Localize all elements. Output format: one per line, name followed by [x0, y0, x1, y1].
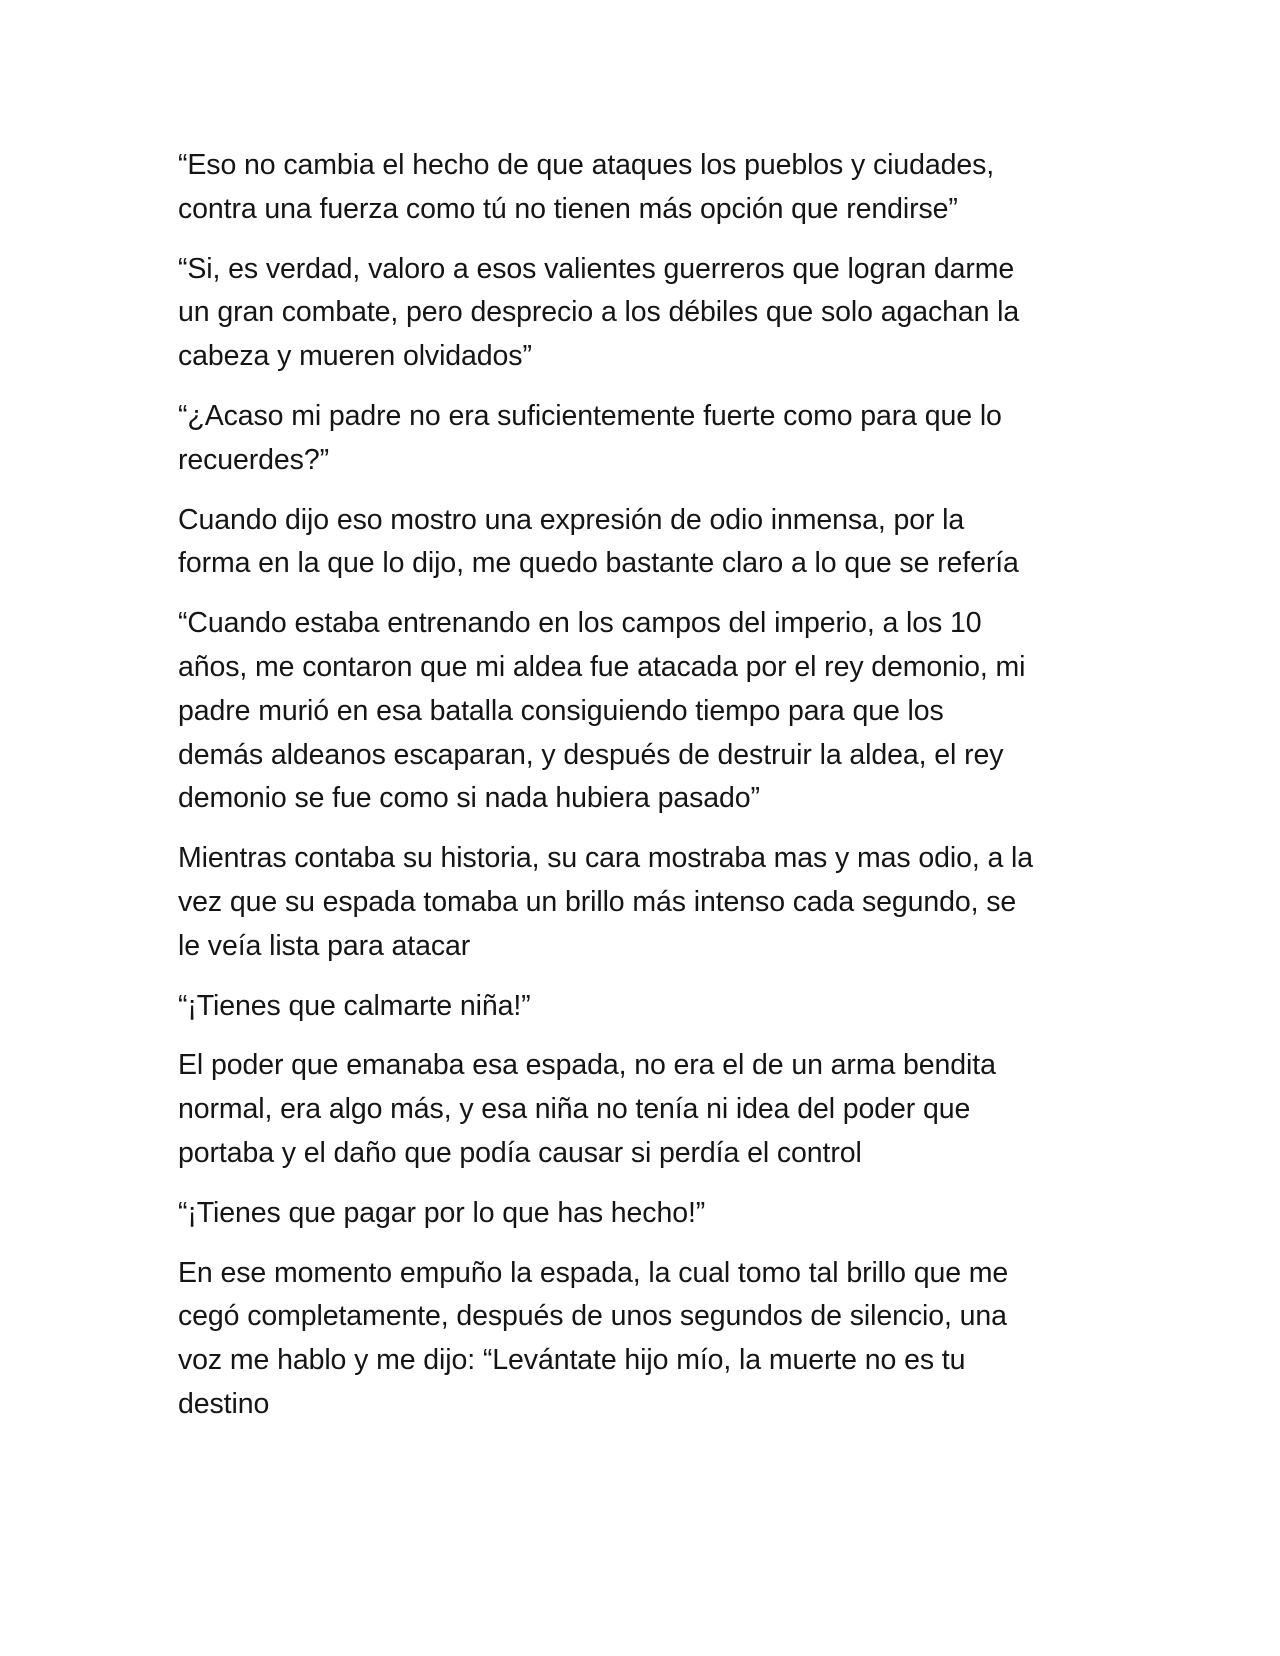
text-line: “¡Tienes que pagar por lo que has hecho!”	[178, 1196, 706, 1229]
text-line: un gran combate, pero desprecio a los débiles que solo agachan la	[178, 296, 1020, 329]
text-line: “Eso no cambia el hecho de que ataques los pueblos y ciudades,	[178, 149, 995, 181]
text-line: “Si, es verdad, valoro a esos valientes guerreros que logran darme	[178, 252, 1015, 285]
paragraph	[178, 1252, 1118, 1427]
text-line: normal, era algo más, y esa niña no tenía ni idea del poder que	[178, 1093, 971, 1126]
paragraph	[178, 248, 1118, 379]
text-line: En ese momento empuño la espada, la cual tomo tal brillo que me	[178, 1256, 1009, 1289]
text-line: Cuando dijo eso mostro una expresión de odio inmensa, por la	[178, 503, 965, 536]
text-line: destino	[178, 1387, 270, 1420]
text-line: demás aldeanos escaparan, y después de destruir la aldea, el rey	[178, 738, 1004, 771]
text-line: padre murió en esa batalla consiguiendo tiempo para que los	[178, 694, 944, 727]
paragraph	[178, 1044, 1118, 1175]
document-body	[178, 144, 1118, 1443]
text-line: demonio se fue como si nada hubiera pasado”	[178, 782, 760, 815]
text-line: cabeza y mueren olvidados”	[178, 340, 532, 373]
text-line: forma en la que lo dijo, me quedo bastante claro a lo que se refería	[178, 547, 1019, 580]
text-line: años, me contaron que mi aldea fue atacada por el rey demonio, mi	[178, 650, 1026, 683]
text-line: El poder que emanaba esa espada, no era el de un arma bendita	[178, 1049, 996, 1082]
text-line: “Cuando estaba entrenando en los campos del imperio, a los 10	[178, 607, 982, 640]
paragraph	[178, 395, 1118, 483]
text-line: cegó completamente, después de unos segundos de silencio, una	[178, 1300, 1007, 1333]
text-line: Mientras contaba su historia, su cara mostraba mas y mas odio, a la	[178, 842, 1034, 875]
text-line: “¿Acaso mi padre no era suficientemente fuerte como para que lo	[178, 399, 1002, 432]
text-line: “¡Tienes que calmarte niña!”	[178, 989, 531, 1022]
text-line: contra una fuerza como tú no tienen más opción que rendirse”	[178, 192, 958, 225]
text-line: le veía lista para atacar	[178, 929, 471, 962]
paragraph	[178, 985, 1118, 1029]
paragraph	[178, 837, 1118, 968]
paragraph	[178, 1192, 1118, 1236]
paragraph	[178, 499, 1118, 587]
text-line: voz me hablo y me dijo: “Levántate hijo mío, la muerte no es tu	[178, 1344, 966, 1377]
text-line: vez que su espada tomaba un brillo más intenso cada segundo, se	[178, 885, 1017, 918]
paragraph	[178, 144, 1118, 232]
paragraph	[178, 602, 1118, 821]
text-line: portaba y el daño que podía causar si perdía el control	[178, 1136, 862, 1169]
text-line: recuerdes?”	[178, 443, 329, 476]
